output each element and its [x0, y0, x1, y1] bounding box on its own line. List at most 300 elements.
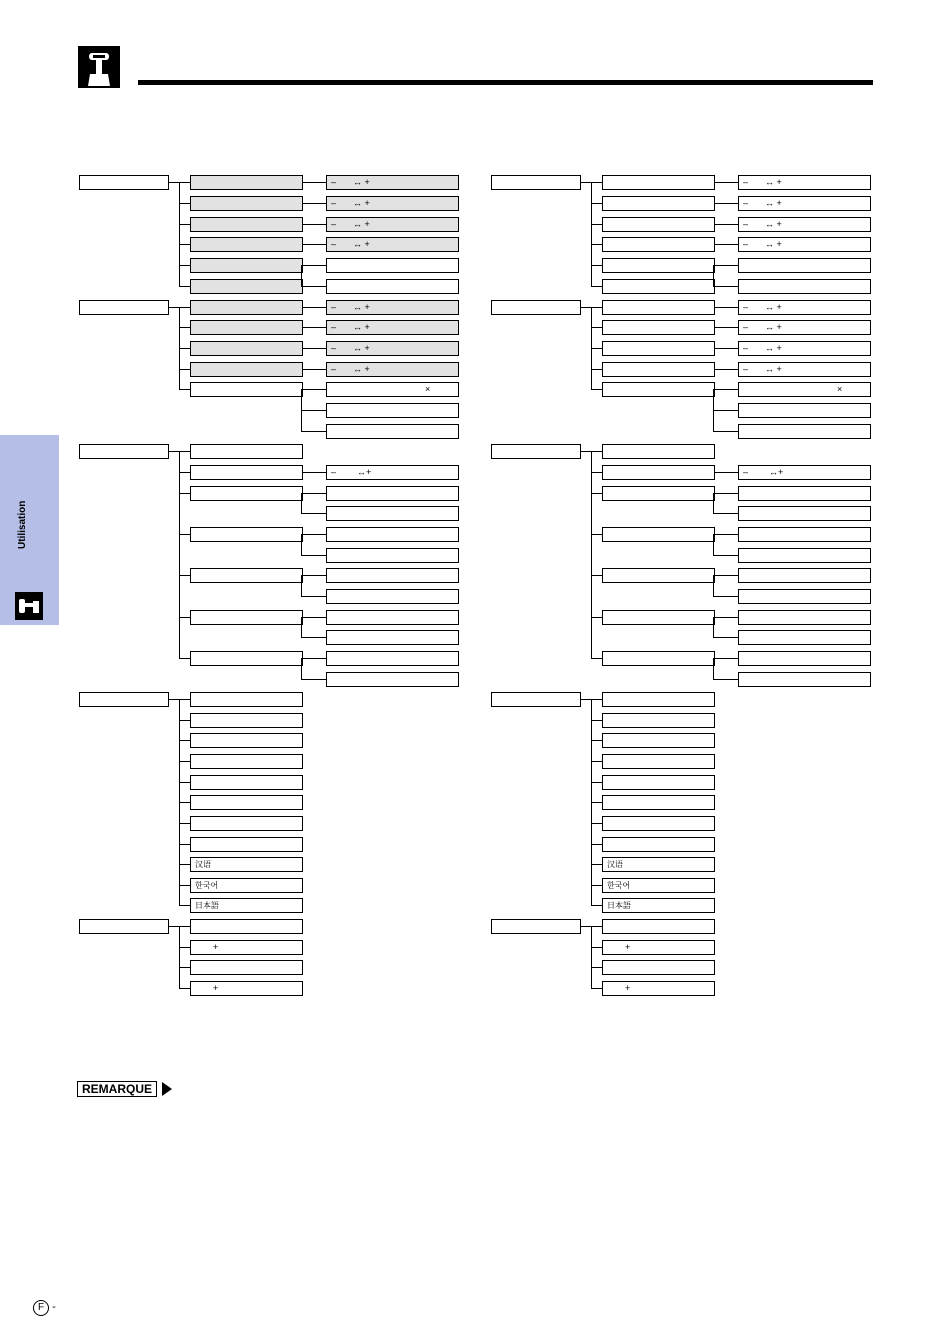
- connector-line: [715, 348, 738, 349]
- slider-arrow-symbol: ↔+: [357, 467, 372, 477]
- connector-line: [301, 493, 302, 513]
- minus-symbol: –: [331, 343, 337, 353]
- menu-option-box: [326, 258, 459, 273]
- connector-line: [303, 244, 326, 245]
- menu-item-box: [190, 465, 303, 480]
- connector-line: [591, 327, 602, 328]
- minus-symbol: –: [331, 322, 337, 332]
- menu-slider-box: [326, 320, 459, 335]
- menu-language-box: [190, 837, 303, 852]
- menu-language-box: [602, 898, 715, 913]
- menu-language-box: [190, 795, 303, 810]
- menu-item-box: [190, 981, 303, 996]
- menu-slider-box: [738, 217, 871, 232]
- connector-line: [591, 534, 602, 535]
- connector-line: [179, 967, 190, 968]
- connector-line: [715, 389, 738, 390]
- menu-option-box: [326, 610, 459, 625]
- connector-line: [591, 844, 602, 845]
- slider-arrow-symbol: ↔ +: [353, 343, 370, 353]
- connector-line: [591, 864, 602, 865]
- menu-item-box: [190, 919, 303, 934]
- minus-symbol: –: [331, 177, 337, 187]
- menu-slider-box: [738, 465, 871, 480]
- connector-line: [713, 431, 738, 432]
- menu-slider-box: [326, 196, 459, 211]
- connector-line: [179, 740, 190, 741]
- menu-item-box: [190, 382, 303, 397]
- menu-item-box: [190, 568, 303, 583]
- page-number: [33, 1300, 56, 1316]
- menu-language-box: [190, 713, 303, 728]
- menu-slider-box: [326, 237, 459, 252]
- menu-option-box: [738, 403, 871, 418]
- connector-line: [591, 947, 602, 948]
- menu-language-box: [602, 816, 715, 831]
- connector-line: [715, 369, 738, 370]
- minus-symbol: –: [331, 198, 337, 208]
- arrow-right-icon: [162, 1082, 172, 1096]
- connector-line: [169, 926, 179, 927]
- minus-symbol: –: [743, 219, 749, 229]
- connector-line: [715, 244, 738, 245]
- connector-line: [591, 802, 602, 803]
- menu-item-box: [190, 610, 303, 625]
- connector-line: [179, 203, 190, 204]
- minus-symbol: –: [743, 198, 749, 208]
- connector-line: [713, 410, 738, 411]
- connector-line: [179, 286, 190, 287]
- connector-line: [301, 575, 326, 576]
- slider-arrow-symbol: ↔ +: [765, 343, 782, 353]
- connector-line: [301, 637, 326, 638]
- connector-line: [591, 493, 602, 494]
- plus-symbol: +: [625, 942, 631, 952]
- header-key-hand-icon: [78, 46, 120, 88]
- connector-line: [715, 203, 738, 204]
- menu-main-box: [491, 692, 581, 707]
- connector-line: [713, 286, 738, 287]
- menu-main-box: [491, 175, 581, 190]
- menu-item-box: [190, 196, 303, 211]
- side-tab-label: Utilisation: [17, 500, 28, 550]
- connector-line: [581, 451, 591, 452]
- connector-line: [301, 658, 326, 659]
- connector-line: [591, 699, 602, 700]
- connector-line: [581, 307, 591, 308]
- connector-line: [169, 307, 179, 308]
- menu-option-box: [738, 527, 871, 542]
- connector-line: [591, 182, 592, 286]
- connector-line: [301, 431, 326, 432]
- connector-line: [179, 244, 190, 245]
- connector-line: [301, 513, 326, 514]
- connector-line: [713, 575, 714, 596]
- connector-line: [591, 286, 602, 287]
- menu-item-box: [190, 362, 303, 377]
- menu-option-box: [326, 568, 459, 583]
- connector-line: [591, 265, 602, 266]
- menu-language-box: [190, 857, 303, 872]
- slider-arrow-symbol: ↔ +: [353, 239, 370, 249]
- connector-line: [303, 327, 326, 328]
- menu-main-box: [79, 444, 169, 459]
- connector-line: [713, 513, 738, 514]
- menu-option-box: [738, 382, 871, 397]
- connector-line: [591, 348, 602, 349]
- menu-option-box: [326, 589, 459, 604]
- minus-symbol: –: [331, 364, 337, 374]
- connector-line: [591, 658, 602, 659]
- slider-arrow-symbol: ↔ +: [353, 302, 370, 312]
- menu-item-box: [602, 279, 715, 294]
- minus-symbol: –: [331, 219, 337, 229]
- connector-line: [591, 905, 602, 906]
- slider-arrow-symbol: ↔ +: [353, 219, 370, 229]
- connector-line: [179, 926, 180, 988]
- slider-arrow-symbol: ↔ +: [353, 322, 370, 332]
- connector-line: [713, 555, 738, 556]
- minus-symbol: –: [743, 177, 749, 187]
- menu-option-box: [738, 279, 871, 294]
- menu-language-box: [602, 692, 715, 707]
- menu-language-box: [190, 775, 303, 790]
- menu-option-box: [326, 630, 459, 645]
- connector-line: [169, 699, 179, 700]
- menu-item-box: [190, 940, 303, 955]
- connector-line: [179, 988, 190, 989]
- connector-line: [301, 265, 302, 286]
- menu-slider-box: [738, 320, 871, 335]
- connector-line: [591, 617, 602, 618]
- connector-line: [303, 182, 326, 183]
- connector-line: [169, 451, 179, 452]
- connector-line: [591, 967, 602, 968]
- connector-line: [179, 802, 190, 803]
- connector-line: [179, 885, 190, 886]
- menu-item-box: [602, 237, 715, 252]
- connector-line: [715, 307, 738, 308]
- connector-line: [591, 182, 602, 183]
- connector-line: [179, 472, 190, 473]
- connector-line: [713, 534, 738, 535]
- menu-item-box: [602, 568, 715, 583]
- menu-language-box: [602, 754, 715, 769]
- connector-line: [179, 575, 190, 576]
- menu-option-box: [326, 506, 459, 521]
- menu-option-box: [326, 651, 459, 666]
- menu-language-box: [190, 733, 303, 748]
- menu-slider-box: [326, 175, 459, 190]
- connector-line: [179, 493, 190, 494]
- menu-main-box: [491, 919, 581, 934]
- connector-line: [179, 182, 180, 286]
- connector-line: [713, 596, 738, 597]
- slider-arrow-symbol: ↔+: [769, 467, 784, 477]
- connector-line: [303, 348, 326, 349]
- menu-slider-box: [738, 362, 871, 377]
- minus-symbol: –: [743, 239, 749, 249]
- slider-arrow-symbol: ↔ +: [765, 302, 782, 312]
- menu-main-box: [79, 919, 169, 934]
- connector-line: [591, 451, 602, 452]
- connector-line: [713, 658, 714, 679]
- menu-item-box: [190, 258, 303, 273]
- menu-item-box: [602, 486, 715, 501]
- times-symbol: ×: [837, 384, 843, 394]
- connector-line: [179, 182, 190, 183]
- menu-language-box: [602, 733, 715, 748]
- connector-line: [303, 224, 326, 225]
- language-korean: 한국어: [607, 881, 631, 890]
- connector-line: [179, 658, 190, 659]
- menu-language-box: [190, 692, 303, 707]
- menu-option-box: [326, 548, 459, 563]
- plus-symbol: +: [213, 942, 219, 952]
- menu-item-box: [190, 300, 303, 315]
- menu-language-box: [602, 713, 715, 728]
- connector-line: [715, 472, 738, 473]
- menu-option-box: [738, 610, 871, 625]
- menu-option-box: [326, 382, 459, 397]
- menu-language-box: [602, 857, 715, 872]
- menu-main-box: [491, 300, 581, 315]
- connector-line: [591, 244, 602, 245]
- menu-language-box: [602, 775, 715, 790]
- page-letter: F: [33, 1300, 49, 1316]
- menu-item-box: [602, 465, 715, 480]
- menu-slider-box: [738, 300, 871, 315]
- menu-main-box: [79, 692, 169, 707]
- connector-line: [179, 389, 190, 390]
- menu-option-box: [738, 548, 871, 563]
- menu-item-box: [602, 362, 715, 377]
- connector-line: [715, 327, 738, 328]
- slider-arrow-symbol: ↔ +: [765, 364, 782, 374]
- connector-line: [179, 761, 190, 762]
- language-japanese: 日本語: [607, 901, 631, 910]
- slider-arrow-symbol: ↔ +: [765, 219, 782, 229]
- menu-main-box: [79, 300, 169, 315]
- connector-line: [591, 389, 602, 390]
- connector-line: [713, 658, 738, 659]
- language-chinese: 汉语: [195, 860, 211, 869]
- connector-line: [713, 493, 714, 513]
- menu-option-box: [738, 568, 871, 583]
- connector-line: [591, 720, 602, 721]
- menu-option-box: [738, 486, 871, 501]
- menu-option-box: [738, 630, 871, 645]
- connector-line: [301, 534, 326, 535]
- connector-line: [301, 679, 326, 680]
- menu-option-box: [326, 486, 459, 501]
- minus-symbol: –: [743, 343, 749, 353]
- connector-line: [179, 451, 190, 452]
- connector-line: [179, 699, 190, 700]
- menu-option-box: [326, 424, 459, 439]
- connector-line: [581, 182, 591, 183]
- menu-item-box: [190, 279, 303, 294]
- menu-item-box: [190, 217, 303, 232]
- menu-language-box: [190, 878, 303, 893]
- slider-arrow-symbol: ↔ +: [765, 177, 782, 187]
- connector-line: [581, 926, 591, 927]
- connector-line: [179, 327, 190, 328]
- slider-arrow-symbol: ↔ +: [765, 322, 782, 332]
- connector-line: [303, 369, 326, 370]
- menu-language-box: [190, 816, 303, 831]
- connector-line: [301, 617, 302, 637]
- connector-line: [301, 286, 326, 287]
- menu-item-box: [602, 919, 715, 934]
- connector-line: [581, 699, 591, 700]
- slider-arrow-symbol: ↔ +: [353, 364, 370, 374]
- connector-line: [179, 782, 190, 783]
- menu-main-box: [491, 444, 581, 459]
- minus-symbol: –: [743, 467, 749, 477]
- connector-line: [591, 782, 602, 783]
- menu-item-box: [602, 651, 715, 666]
- times-symbol: ×: [425, 384, 431, 394]
- connector-line: [591, 307, 602, 308]
- connector-line: [591, 988, 602, 989]
- menu-option-box: [326, 672, 459, 687]
- connector-line: [301, 555, 326, 556]
- menu-item-box: [602, 258, 715, 273]
- menu-item-box: [602, 196, 715, 211]
- connector-line: [179, 926, 190, 927]
- connector-line: [301, 617, 326, 618]
- minus-symbol: –: [743, 364, 749, 374]
- connector-line: [301, 265, 326, 266]
- connector-line: [301, 410, 326, 411]
- menu-option-box: [738, 589, 871, 604]
- side-tab-key-hand-icon: [15, 592, 43, 620]
- connector-line: [591, 761, 602, 762]
- menu-option-box: [738, 651, 871, 666]
- slider-arrow-symbol: ↔ +: [765, 198, 782, 208]
- connector-line: [179, 265, 190, 266]
- plus-symbol: +: [213, 983, 219, 993]
- menu-main-box: [79, 175, 169, 190]
- connector-line: [179, 534, 190, 535]
- menu-item-box: [190, 444, 303, 459]
- connector-line: [715, 224, 738, 225]
- connector-line: [591, 823, 602, 824]
- header-rule: [138, 80, 873, 85]
- menu-item-box: [190, 237, 303, 252]
- connector-line: [591, 885, 602, 886]
- connector-line: [179, 823, 190, 824]
- connector-line: [713, 679, 738, 680]
- connector-line: [715, 182, 738, 183]
- connector-line: [169, 182, 179, 183]
- menu-option-box: [326, 403, 459, 418]
- menu-option-box: [326, 279, 459, 294]
- connector-line: [713, 617, 714, 637]
- connector-line: [179, 369, 190, 370]
- connector-line: [713, 265, 738, 266]
- connector-line: [303, 203, 326, 204]
- connector-line: [179, 224, 190, 225]
- connector-line: [303, 472, 326, 473]
- menu-item-box: [602, 940, 715, 955]
- connector-line: [303, 307, 326, 308]
- menu-item-box: [602, 217, 715, 232]
- connector-line: [591, 451, 592, 658]
- menu-slider-box: [738, 175, 871, 190]
- slider-arrow-symbol: ↔ +: [353, 177, 370, 187]
- remarque-label: REMARQUE: [77, 1081, 157, 1097]
- minus-symbol: –: [331, 239, 337, 249]
- menu-slider-box: [326, 300, 459, 315]
- menu-item-box: [602, 981, 715, 996]
- menu-slider-box: [326, 465, 459, 480]
- connector-line: [301, 658, 302, 679]
- menu-option-box: [326, 527, 459, 542]
- menu-item-box: [190, 175, 303, 190]
- connector-line: [179, 720, 190, 721]
- connector-line: [301, 534, 302, 555]
- menu-language-box: [602, 878, 715, 893]
- menu-slider-box: [326, 217, 459, 232]
- menu-option-box: [738, 258, 871, 273]
- connector-line: [301, 596, 326, 597]
- menu-item-box: [602, 320, 715, 335]
- connector-line: [179, 348, 190, 349]
- connector-line: [179, 451, 180, 658]
- connector-line: [591, 224, 602, 225]
- slider-arrow-symbol: ↔ +: [353, 198, 370, 208]
- menu-language-box: [602, 837, 715, 852]
- plus-symbol: +: [625, 983, 631, 993]
- connector-line: [713, 575, 738, 576]
- menu-language-box: [190, 754, 303, 769]
- menu-item-box: [190, 527, 303, 542]
- menu-item-box: [602, 175, 715, 190]
- minus-symbol: –: [331, 467, 337, 477]
- language-korean: 한국어: [195, 881, 219, 890]
- menu-slider-box: [738, 196, 871, 211]
- menu-item-box: [190, 486, 303, 501]
- minus-symbol: –: [331, 302, 337, 312]
- connector-line: [713, 637, 738, 638]
- menu-slider-box: [326, 341, 459, 356]
- menu-option-box: [738, 506, 871, 521]
- connector-line: [179, 307, 190, 308]
- menu-item-box: [190, 320, 303, 335]
- connector-line: [591, 926, 592, 988]
- language-japanese: 日本語: [195, 901, 219, 910]
- connector-line: [713, 617, 738, 618]
- menu-item-box: [602, 444, 715, 459]
- connector-line: [591, 203, 602, 204]
- menu-language-box: [190, 898, 303, 913]
- menu-item-box: [602, 341, 715, 356]
- language-chinese: 汉语: [607, 860, 623, 869]
- minus-symbol: –: [743, 302, 749, 312]
- minus-symbol: –: [743, 322, 749, 332]
- connector-line: [591, 369, 602, 370]
- connector-line: [591, 926, 602, 927]
- connector-line: [179, 617, 190, 618]
- connector-line: [179, 864, 190, 865]
- menu-language-box: [602, 795, 715, 810]
- connector-line: [179, 844, 190, 845]
- menu-item-box: [602, 382, 715, 397]
- menu-item-box: [602, 300, 715, 315]
- menu-item-box: [602, 960, 715, 975]
